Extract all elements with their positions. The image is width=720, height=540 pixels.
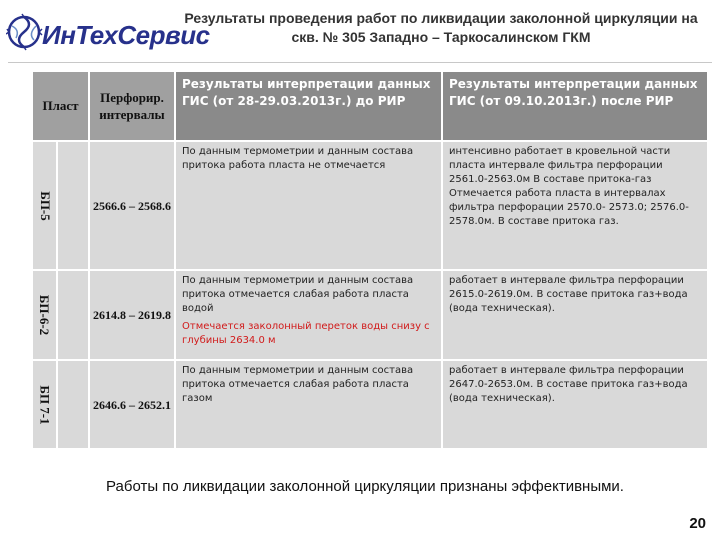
layer-cell	[33, 361, 56, 448]
before-result-text: По данным термометрии и данным состава притока отмечается слабая работа пласта газом	[182, 365, 414, 404]
before-result-cell	[176, 142, 441, 269]
company-logo	[6, 6, 210, 58]
after-result-text: работает в интервале фильтра перфорации 2615.0-2619.0м. В составе притока газ+вода (вода техническая).	[449, 275, 688, 314]
interval-cell: 2646.6 – 2652.1	[90, 361, 174, 448]
after-result-text: интенсивно работает в кровельной части пласта интервале фильтра перфорации 2561.0-2563.0м В составе притока-газ Отмечается работа пласта в интервалах фильтра перфорации 2570.0- 2573.0; 2576.0-2578.0м. В составе притока газ.	[449, 146, 689, 227]
logo-swirl-icon	[6, 6, 46, 58]
layer-cell	[33, 271, 56, 359]
after-result-cell	[443, 142, 707, 269]
header-results-before: Результаты интерпретации данных ГИС (от 28-29.03.2013г.) до РИР	[176, 72, 441, 140]
after-result-cell	[443, 361, 707, 448]
before-result-cell	[176, 271, 441, 359]
header-results-after: Результаты интерпретации данных ГИС (от 09.10.2013г.) после РИР	[443, 72, 707, 140]
after-result-text: работает в интервале фильтра перфорации 2647.0-2653.0м. В составе притока газ+вода (вода техническая).	[449, 365, 688, 404]
logo-text: ИнТехСервис	[42, 20, 210, 50]
header-perforations: Перфорир. интервалы	[90, 72, 174, 140]
conclusion-text: Работы по ликвидации заколонной циркуляции признаны эффективными.	[106, 478, 624, 495]
layer-label: БП-5	[37, 190, 53, 221]
layer-spacer	[58, 142, 88, 269]
interval-cell: 2566.6 – 2568.6	[90, 142, 174, 269]
before-result-cell	[176, 361, 441, 448]
layer-label: БП-6-2	[37, 294, 53, 336]
layer-label: БП 7-1	[37, 384, 53, 425]
layer-cell	[33, 142, 56, 269]
slide-title: Результаты проведения работ по ликвидации заколонной циркуляции на скв. № 305 Западно – Таркосалинском ГКМ	[184, 10, 698, 45]
after-result-cell	[443, 271, 707, 359]
before-result-text: По данным термометрии и данным состава притока отмечается слабая работа пласта водой	[182, 275, 414, 314]
layer-spacer	[58, 361, 88, 448]
crossflow-note: Отмечается заколонный переток воды снизу с глубины 2634.0 м	[182, 321, 430, 346]
before-result-text: По данным термометрии и данным состава притока работа пласта не отмечается	[182, 146, 414, 171]
layer-spacer	[58, 271, 88, 359]
page-number: 20	[689, 515, 706, 532]
results-table	[33, 72, 707, 448]
header-divider	[8, 62, 712, 63]
header-plast: Пласт	[33, 72, 88, 140]
interval-cell: 2614.8 – 2619.8	[90, 271, 174, 359]
